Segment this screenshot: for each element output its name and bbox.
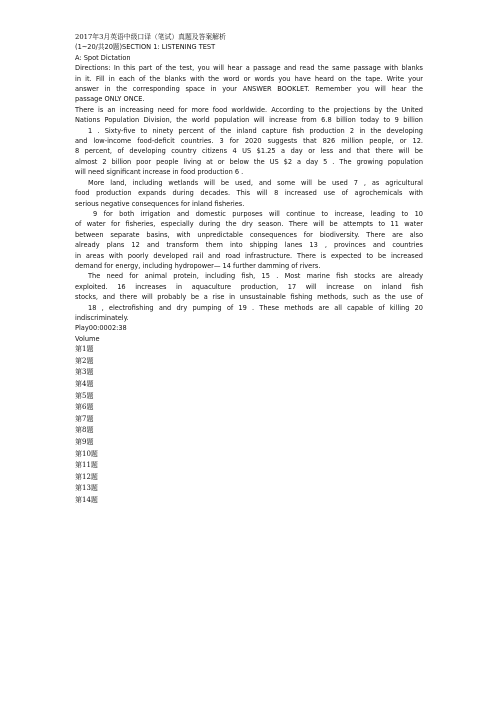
passage-line: 8 percent, of developing country citizens 4 US $1.25 a day or less and that there will be — [75, 147, 423, 156]
question-link-9[interactable]: 第9题 — [75, 437, 94, 446]
question-link-10[interactable]: 第10题 — [75, 449, 98, 458]
question-link-11[interactable]: 第11题 — [75, 461, 98, 470]
question-link-13[interactable]: 第13题 — [75, 484, 98, 493]
question-link-2[interactable]: 第2题 — [75, 356, 94, 365]
passage-line: indiscriminately. — [75, 313, 129, 322]
question-link-8[interactable]: 第8题 — [75, 426, 94, 435]
passage-line: of water for fisheries, especially during the dry season. There will be attempts to 11 water — [75, 220, 423, 229]
document-title: 2017年3月英语中级口译（笔试）真题及答案解析 — [75, 33, 226, 41]
passage — [75, 105, 423, 324]
passage-line: demand for energy, including hydropower— 14 further damming of rivers. — [75, 261, 321, 270]
passage-line: 1 . Sixty-five to ninety percent of the inland capture fish production 2 in the developing — [88, 126, 423, 135]
directions-line: in it. Fill in each of the blanks with the word or words you have heard on the tape. Write your — [75, 74, 423, 83]
passage-line: serious negative consequences for inland fisheries. — [75, 199, 245, 208]
passage-line: Nations Population Division, the world population will increase from 6.8 billion today to 9 billion — [75, 116, 423, 125]
question-link-4[interactable]: 第4题 — [75, 379, 94, 388]
passage-line: almost 2 billion poor people living at or below the US $2 a day 5 . The growing population — [75, 157, 423, 166]
question-link-6[interactable]: 第6题 — [75, 403, 94, 412]
passage-line: between separate basins, with unpredictable consequences for biodiversity. There are also — [75, 230, 423, 239]
passage-line: will need significant increase in food production 6 . — [75, 168, 244, 177]
question-link-12[interactable]: 第12题 — [75, 472, 98, 481]
passage-line: There is an increasing need for more food worldwide. According to the projections by the United — [75, 105, 423, 114]
directions-line: answer in the corresponding space in your ANSWER BOOKLET. Remember you will hear the — [75, 85, 423, 94]
directions-line: passage ONLY ONCE. — [75, 95, 145, 104]
passage-line: in areas with poorly developed rail and road infrastructure. There is expected to be increased — [75, 251, 423, 260]
part-title: A: Spot Dictation — [75, 53, 131, 62]
audio-player — [75, 323, 423, 344]
question-link-7[interactable]: 第7题 — [75, 414, 94, 423]
passage-line: already plans 12 and transform them into shipping lanes 13 , provinces and countries — [75, 241, 423, 250]
passage-line: 9 for both irrigation and domestic purposes will continue to increase, leading to 10 — [93, 209, 423, 218]
passage-line: The need for animal protein, including fish, 15 . Most marine fish stocks are already — [88, 272, 423, 281]
question-link-3[interactable]: 第3题 — [75, 368, 94, 377]
directions — [75, 63, 423, 105]
passage-line: exploited. 16 increases in aquaculture production, 17 will increase on inland fish — [75, 282, 423, 291]
question-list — [75, 344, 423, 506]
question-link-14[interactable]: 第14题 — [75, 495, 98, 504]
play-control[interactable]: Play00:0002:38 — [75, 324, 127, 333]
volume-control[interactable]: Volume — [75, 334, 100, 343]
passage-line: food production expands during decades. This will 8 increased use of agrochemicals with — [75, 189, 423, 198]
section-header: (1~20/共20题)SECTION 1: LISTENING TEST — [75, 43, 216, 52]
question-link-5[interactable]: 第5题 — [75, 391, 94, 400]
passage-line: stocks, and there will probably be a rise in unsustainable fishing methods, such as the use of — [75, 293, 423, 302]
document-page — [75, 32, 423, 507]
directions-line: Directions: In this part of the test, you will hear a passage and read the same passage with blanks — [75, 64, 423, 73]
passage-line: More land, including wetlands will be used, and some will be used 7 , as agricultural — [88, 178, 423, 187]
passage-line: 18 , electrofishing and dry pumping of 19 . These methods are all capable of killing 20 — [88, 303, 423, 312]
question-link-1[interactable]: 第1题 — [75, 345, 94, 354]
passage-line: and low-income food-deficit countries. 3 for 2020 suggests that 826 million people, or 12. — [75, 137, 423, 146]
